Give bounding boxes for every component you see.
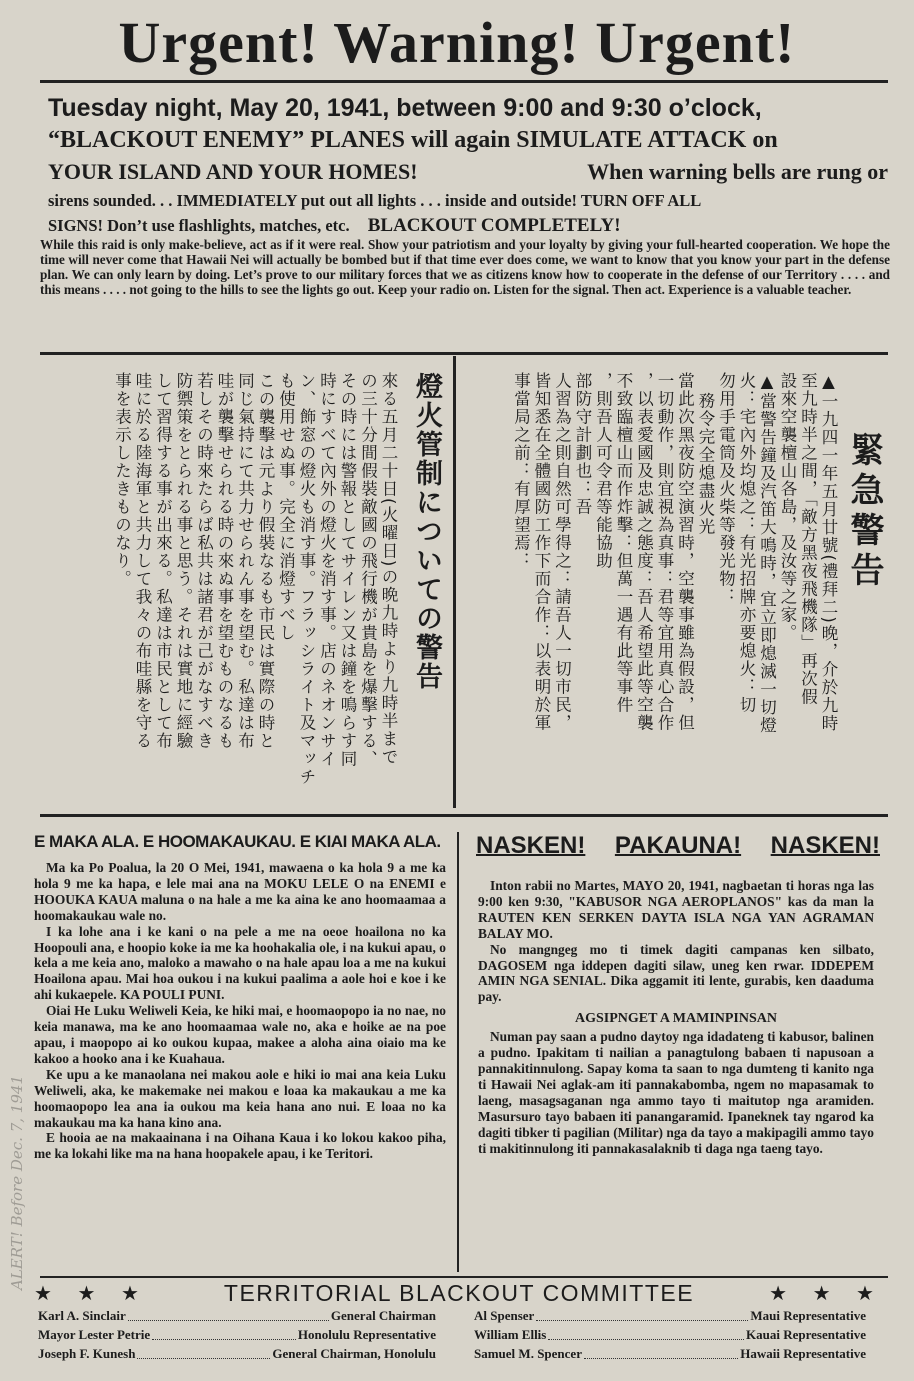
hawaiian-para-4: Ke upu a ke manaolana nei makou aole e hiki io mai ana keia Luku Weliweli, aka, ke makemake nei makou e loaa ka makaukau a me ka hoomaopopo lea ana ia oukou ma keia hana ano nui. E loaa no ka makaukau ma ka hana kino ana. — [34, 1066, 446, 1130]
ilocano-heading-1: NASKEN! — [476, 832, 586, 859]
chinese-col-4: ▲當警告鐘及汽笛大鳴時，宜立即熄滅一切燈 — [757, 372, 777, 735]
committee-members-left — [38, 1306, 436, 1363]
blackout-planes-line: “BLACKOUT ENEMY” PLANES will again SIMULATE ATTACK on — [48, 127, 778, 153]
japanese-col-6: も使用せぬ事。完全に消燈すべし — [276, 372, 296, 642]
ilocano-para-3: Numan pay saan a pudno daytoy nga idadateng ti kabusor, balinen a pudno. Ipakitam ti nailian a panagtulong babaen ti napusoan a pannakitinnulong. Sapay koma ta saan to nga dumteng ti kanito nga ti Hawaii Nei aglak-am iti pannakabomba, ngem no mapasamak to laeng, masagsaganan nga ammo tayo ti maitutop nga aramiden. Masursuro tayo babaen iti panangaramid. Ipaneknek tay ngarod ka dagiti tibker ti pagilian (Militar) nga da tayo a makipagili ammo tayo ti makitinnulong iti pannakasalaknib ti daga nga taeng tayo. — [478, 1029, 874, 1156]
signs-text: SIGNS! Don’t use flashlights, matches, etc. — [48, 216, 350, 235]
headline: Urgent! Warning! Urgent! — [118, 10, 796, 75]
japanese-col-2: の三十分間假裝敵國の飛行機が貴島を爆擊する、 — [358, 372, 378, 768]
japanese-col-4: 時にすべて內外の燈火を消す事。店のネオンサイ — [317, 372, 337, 768]
sirens-line: sirens sounded. . . IMMEDIATELY put out all lights . . . inside and outside! TURN OFF ALL — [48, 191, 702, 210]
chinese-col-3: 設來空襲檀山各島，及汝等之家。 — [778, 372, 797, 642]
chinese-col-12: ，則吾人可令君等能協助 — [593, 372, 613, 570]
chinese-col-16: 事當局之前：有厚望焉： — [511, 372, 531, 570]
hawaiian-para-1: Ma ka Po Poalua, la 20 O Mei, 1941, mawaena o ka hola 9 a me ka hola 9 me ka hapa, e lele mai ana na MOKU LELE O na ENEMI e HOOUKA KAUA maluna o na hale a me ka aina ke ano hoomaamaa a hoomakaukau wale no. — [34, 860, 446, 923]
ilocano-heading-3: NASKEN! — [770, 832, 880, 859]
japanese-col-7: この襲擊は元より假裝なるも市民は實際の時と — [256, 372, 275, 750]
chinese-col-13: 部防守計劃也：吾 — [573, 372, 592, 516]
japanese-col-11: 防禦策をとられる事と思う。それは實地に經驗 — [174, 372, 193, 750]
stars-left: ★ ★ ★ — [34, 1283, 149, 1305]
japanese-section — [34, 372, 446, 812]
lower-rule — [40, 814, 888, 817]
signs-line — [48, 214, 888, 238]
japanese-col-1: 來る五月二十日(火曜日)の晩九時より九時半まで — [379, 372, 398, 766]
chinese-col-2: 至九時半之間，「敵方黑夜飛機隊」再次假 — [798, 372, 818, 706]
committee-title: TERRITORIAL BLACKOUT COMMITTEE — [223, 1280, 695, 1306]
chinese-col-15: 皆知悉在全體國防工作下而合作：以表明於軍 — [532, 372, 551, 732]
japanese-col-8: 同じ氣持にて共力せられん事を望む。私達は布 — [235, 372, 255, 750]
chinese-col-9: 一切動作，則宜視為真事：君等宜用真心合作 — [655, 372, 674, 732]
member-role: Honolulu Representative — [297, 1327, 436, 1342]
chinese-col-5: 火：宅內外均熄之：有光招牌亦要熄火：切 — [737, 372, 756, 714]
member-name: William Ellis — [474, 1327, 547, 1342]
hawaiian-body — [34, 860, 446, 1162]
english-body: While this raid is only make-believe, act as if it were real. Show your patriotism and your loyalty by giving your full-hearted cooperation. We hope the time will never come that Hawaii Nei will actually be bombed but if that time ever does come, we want to know that you know your part in the defense plan. We can only learn by doing. Let’s prove to our military forces that we as citizens know how to cooperate in the defense of our Territory . . . . and this means . . . . not going to the hills to see the lights go out. Keep your radio on. Listen for the signal. Then act. Experience is a valuable teacher. — [40, 237, 890, 297]
english-main-notice — [48, 92, 888, 238]
japanese-col-12: して習得する事が出來る。私達は市民として布 — [153, 372, 173, 750]
ilocano-heading — [476, 832, 880, 860]
middle-rule — [40, 352, 888, 355]
member-row — [474, 1325, 866, 1344]
japanese-col-13: 哇に於る陸海軍と共力して我々の布哇縣を守る — [133, 372, 152, 750]
japanese-col-5: ン、飾窓の燈火も消す事。フラッシライト及マッチ — [297, 372, 316, 786]
member-row — [38, 1325, 436, 1344]
member-name: Joseph F. Kunesh — [38, 1346, 136, 1361]
date-line: Tuesday night, May 20, 1941, between 9:00 and 9:30 o’clock, — [48, 94, 762, 122]
chinese-col-1: ▲一九四一年五月廿號(禮拜二)晚，介於九時 — [819, 372, 838, 733]
bottom-rule — [40, 1276, 888, 1278]
member-role: General Chairman, Honolulu — [272, 1346, 436, 1361]
member-row — [474, 1344, 866, 1363]
member-row — [38, 1344, 436, 1363]
member-name: Karl A. Sinclair — [38, 1308, 126, 1323]
committee-members-right — [474, 1306, 866, 1363]
stars-right: ★ ★ ★ — [769, 1283, 884, 1305]
ilocano-body — [478, 878, 874, 1156]
vertical-divider-lower — [457, 832, 459, 1272]
your-island-text: YOUR ISLAND AND YOUR HOMES! — [48, 159, 418, 184]
chinese-section — [466, 372, 884, 812]
member-name: Samuel M. Spencer — [474, 1346, 582, 1361]
hawaiian-para-3: Oiai He Luku Weliweli Keia, ke hiki mai, e hoomaopopo ia no nae, no keia manawa, ma ke ano hoomaamaa wale no, aka e hoike ae na poe apau, i maopopo ai ko oukou kupaa, makee a aloha aina oiaio ma ke kakoo a hooko ana i ke Kuahaua. — [34, 1003, 446, 1066]
ilocano-para-2: No mangngeg mo ti timek dagiti campanas ken silbato, DAGOSEM nga iddepen dagiti silaw, uneg ken rwar. IDDEPEM AMIN NGA SENIAL. Dika aggamit iti lente, gurabis, ken daaduma pay. — [478, 941, 874, 1005]
warning-bells-text: When warning bells are rung or — [587, 159, 888, 184]
chinese-col-7: 務令完全熄盡火光 — [696, 392, 715, 536]
member-role: General Chairman — [330, 1308, 436, 1323]
vertical-divider-upper — [453, 356, 456, 808]
ilocano-para-1: Inton rabii no Martes, MAYO 20, 1941, nagbaetan ti horas nga las 9:00 ken 9:30, "KABUSOR NGA AEROPLANOS" kas da man la RAUTEN KEN SERKEN DAYTA ISLA NGA YAN AGRAMAN BALAY MO. — [478, 878, 874, 941]
pencil-annotation-text: ALERT! Before Dec. 7, 1941 — [8, 1075, 26, 1290]
member-role: Maui Representative — [750, 1308, 866, 1323]
member-name: Mayor Lester Petrie — [38, 1327, 151, 1342]
pencil-annotation — [2, 1000, 42, 1300]
japanese-col-3: その時には警報としてサイレン又は鐘を鳴らす同 — [338, 372, 357, 768]
chinese-col-11: 不致臨檀山而作炸擊：但萬一遇有此等事件 — [614, 372, 633, 714]
member-role: Hawaii Representative — [740, 1346, 866, 1361]
member-row — [38, 1306, 436, 1325]
japanese-col-10: 若しその時來たらば私共は諸君が己がなすべき — [194, 372, 214, 750]
top-rule — [40, 80, 888, 83]
blackout-completely-text: BLACKOUT COMPLETELY! — [367, 215, 621, 236]
chinese-col-14: 人習為之則自然可學得之：請吾人一切市民， — [552, 372, 572, 732]
chinese-col-10: ，以表愛國及忠誠之態度：吾人希望此等空襲 — [634, 372, 654, 732]
chinese-col-6: 勿用手電筒及火柴等發光物： — [716, 372, 736, 606]
ilocano-subheading: AGSIPNGET A MAMINPINSAN — [575, 1011, 777, 1027]
ilocano-heading-2: PAKAUNA! — [614, 832, 742, 859]
committee-banner — [34, 1280, 884, 1307]
member-row — [474, 1306, 866, 1325]
hawaiian-heading: E MAKA ALA. E HOOMAKAUKAU. E KIAI MAKA ALA. — [34, 832, 441, 851]
japanese-title: 燈火管制についての警告 — [411, 372, 442, 691]
hawaiian-para-5: E hooia ae na makaainana i na Oihana Kaua i ko lokou kakoo piha, me ka lokahi like ma na hana hoopakele apau, i ke Teritori. — [34, 1130, 446, 1162]
hawaiian-para-2: I ka lohe ana i ke kani o na pele a me na oeoe hoailona no ka Hoopouli ana, e hoopio koke ia me ka hoohakalia ole, i na kukui apau, o kela a me keia ano, maloko a mawaho o na hale apau loa a me na kukui Hoailona apau. Mai hoa oukou i na kukui paalima a aole hoi e koe i ke ahi kukaepele. KA POULI PUNI. — [34, 923, 446, 1003]
japanese-col-14: 事を表示したきものなり。 — [112, 372, 132, 588]
japanese-col-9: 哇が襲擊せられる時の來ぬ事を望むものなるも — [215, 372, 234, 750]
chinese-col-8: 當此次黑夜防空演習時，空襲事雖為假設，但 — [675, 372, 695, 732]
member-role: Kauai Representative — [746, 1327, 866, 1342]
chinese-title: 緊急警告 — [844, 432, 884, 592]
islands-line — [48, 156, 888, 188]
member-name: Al Spenser — [474, 1308, 535, 1323]
